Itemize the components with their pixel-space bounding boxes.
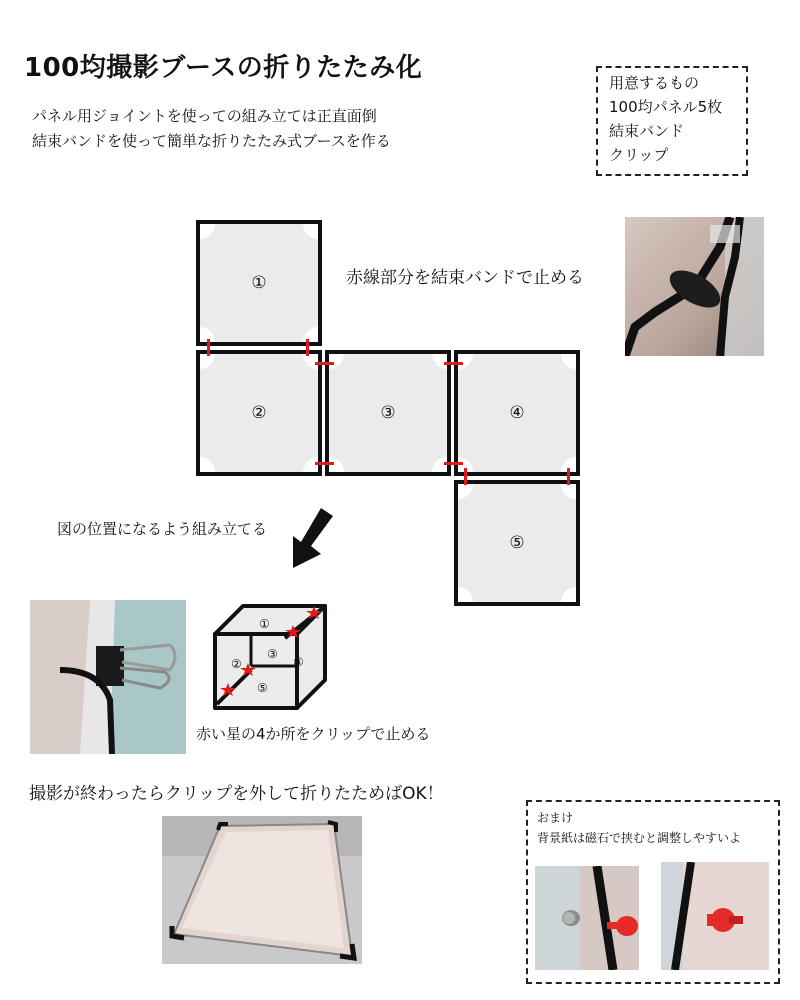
assembled-box-diagram xyxy=(205,600,335,716)
panel-2 xyxy=(196,350,322,476)
down-left-arrow-icon xyxy=(287,506,337,574)
cable-tie-photo xyxy=(625,217,764,356)
cable-tie-mark xyxy=(567,468,570,485)
cube-label-3: ③ xyxy=(267,647,278,661)
cube-label-1: ① xyxy=(259,617,270,631)
cube-label-2: ② xyxy=(231,657,242,671)
pushpin-photo xyxy=(661,862,769,970)
cable-tie-mark xyxy=(315,362,334,365)
cable-tie-note: 赤線部分を結束バンドで止める xyxy=(346,268,584,288)
panel-3 xyxy=(325,350,451,476)
panel-number: ③ xyxy=(380,403,396,423)
panel-1 xyxy=(196,220,322,346)
cable-tie-mark xyxy=(444,362,463,365)
panel-number: ④ xyxy=(509,403,525,423)
assemble-note: 図の位置になるよう組み立てる xyxy=(57,520,268,538)
bonus-tip: 背景紙は磁石で挟むと調整しやすいよ xyxy=(537,831,742,845)
cable-tie-mark xyxy=(444,462,463,465)
materials-box xyxy=(596,66,748,176)
cube-label-4: ④ xyxy=(293,655,304,669)
intro-line-2: 結束バンドを使って簡単な折りたたみ式ブースを作る xyxy=(32,132,391,150)
cable-tie-mark xyxy=(306,339,309,356)
materials-item: 結束バンド xyxy=(609,122,685,140)
cable-tie-mark xyxy=(315,462,334,465)
intro-line-1: パネル用ジョイントを使っての組み立ては正直面倒 xyxy=(32,107,377,125)
panel-number: ② xyxy=(251,403,267,423)
panel-4 xyxy=(454,350,580,476)
clip-note: 赤い星の4か所をクリップで止める xyxy=(196,725,431,743)
intro-text xyxy=(32,104,391,154)
fold-note: 撮影が終わったらクリップを外して折りたためばOK！ xyxy=(29,784,444,804)
binder-clip-photo xyxy=(30,600,186,754)
materials-item: 100均パネル5枚 xyxy=(609,98,723,116)
magnet-photo xyxy=(535,866,639,970)
cube-label-5: ⑤ xyxy=(257,681,268,695)
cable-tie-mark xyxy=(464,468,467,485)
bonus-text xyxy=(537,808,741,848)
bonus-box xyxy=(526,800,780,984)
page-title: 100均撮影ブースの折りたたみ化 xyxy=(24,53,423,83)
panel-5 xyxy=(454,480,580,606)
cable-tie-mark xyxy=(207,339,210,356)
folded-panels-photo xyxy=(162,816,362,964)
panel-number: ⑤ xyxy=(509,533,525,553)
bonus-heading: おまけ xyxy=(537,811,574,825)
panel-number: ① xyxy=(251,273,267,293)
materials-heading: 用意するもの xyxy=(609,74,700,92)
materials-item: クリップ xyxy=(609,146,669,164)
